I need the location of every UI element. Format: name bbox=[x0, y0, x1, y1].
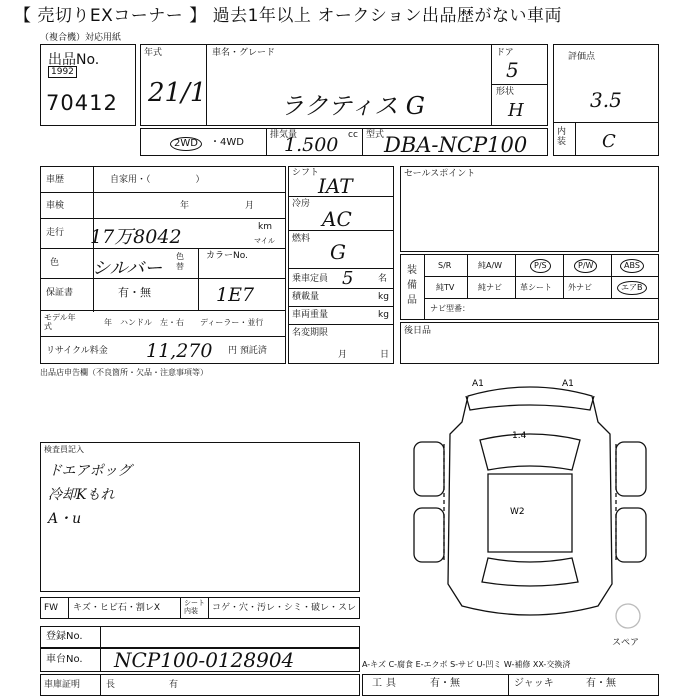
year-value: 21/1 bbox=[148, 78, 207, 108]
jack-value: 有・無 bbox=[586, 678, 616, 689]
capacity-value: 5 bbox=[342, 268, 354, 289]
inspector-line: ドエアポッグ bbox=[48, 463, 132, 479]
seat-items: コゲ・穴・汚レ・シミ・破レ・スレ bbox=[212, 603, 357, 613]
seat-label: シート内装 bbox=[184, 599, 205, 615]
inspector-line: 冷却Kもれ bbox=[48, 487, 115, 503]
divider bbox=[40, 192, 286, 193]
door-value: 5 bbox=[506, 58, 519, 82]
load-unit: kg bbox=[378, 292, 389, 302]
equip-extnavi: 外ナビ bbox=[568, 283, 592, 292]
colorno-label: カラーNo. bbox=[206, 251, 248, 261]
divider bbox=[40, 278, 286, 279]
divider bbox=[424, 276, 659, 277]
inspection-label: 車検 bbox=[46, 201, 65, 211]
name-value: ラクティス G bbox=[280, 92, 425, 120]
divider bbox=[288, 288, 394, 289]
mileage-value: 17万8042 bbox=[90, 226, 182, 248]
shape-label: 形状 bbox=[496, 87, 515, 97]
dealer-box bbox=[400, 322, 659, 364]
divider bbox=[100, 674, 101, 696]
car-body-outline bbox=[448, 387, 612, 615]
equip-leather: 革シート bbox=[520, 283, 552, 292]
divider bbox=[362, 128, 363, 156]
warranty-label: 保証書 bbox=[46, 288, 74, 298]
drive-2wd: 2WD bbox=[170, 137, 202, 151]
colorno-value: 1E7 bbox=[216, 284, 255, 306]
divider bbox=[266, 128, 267, 156]
front-bumper bbox=[466, 396, 594, 410]
divider bbox=[563, 254, 564, 298]
divider bbox=[40, 336, 286, 337]
disp-label: 排気量 bbox=[270, 130, 298, 140]
damage-legend: A-キズ C-腐食 E-エクボ S-サビ U-凹ミ W-補修 XX-交換済 bbox=[362, 660, 571, 669]
inspection-month: 月 bbox=[245, 201, 255, 211]
divider bbox=[100, 648, 101, 672]
color-change: 色替 bbox=[176, 252, 184, 271]
divider bbox=[515, 254, 516, 298]
mark-roof: W2 bbox=[510, 507, 525, 517]
equip-navi: 純ナビ bbox=[478, 283, 502, 292]
car-diagram bbox=[400, 374, 660, 634]
fw-label: FW bbox=[44, 603, 59, 613]
reg-row bbox=[40, 626, 360, 648]
model-year-label: モデル年式 bbox=[44, 313, 76, 331]
fw-items: キズ・ヒビ石・割レX bbox=[73, 603, 160, 613]
shift-value: IAT bbox=[318, 174, 353, 198]
lot-label: 出品No. bbox=[48, 52, 100, 68]
divider bbox=[198, 248, 199, 310]
rear-window bbox=[482, 558, 578, 586]
left-door-front bbox=[414, 442, 444, 496]
capacity-unit: 名 bbox=[378, 274, 388, 284]
divider bbox=[611, 254, 612, 298]
name-label: 車名・グレード bbox=[212, 48, 276, 58]
reg-label: 名変期限 bbox=[292, 328, 329, 338]
inspector-label: 検査員記入 bbox=[44, 445, 84, 454]
color-label: 色 bbox=[50, 258, 60, 268]
capacity-label: 乗車定員 bbox=[292, 274, 329, 284]
color-value: シルバー bbox=[92, 258, 163, 279]
dealer-label: 後日品 bbox=[404, 326, 432, 336]
model-label: 型式 bbox=[366, 130, 385, 140]
divider bbox=[68, 597, 69, 619]
lot-number: 70412 bbox=[46, 91, 118, 115]
equip-tv: 純TV bbox=[436, 283, 455, 292]
spare-label: スペア bbox=[612, 638, 640, 648]
history-label: 車歴 bbox=[46, 175, 65, 185]
weight-unit: kg bbox=[378, 310, 389, 320]
equip-ps: P/S bbox=[530, 259, 551, 273]
fuel-value: G bbox=[330, 240, 346, 264]
cert-label: 車庫証明 bbox=[44, 680, 81, 690]
divider bbox=[40, 310, 286, 311]
lot-sub: 1992 bbox=[48, 66, 77, 78]
divider bbox=[553, 122, 659, 123]
ac-value: AC bbox=[322, 207, 352, 231]
spare-tire bbox=[616, 604, 640, 628]
recycle-unit: 円 預託済 bbox=[228, 346, 267, 356]
divider bbox=[575, 122, 576, 156]
divider bbox=[40, 218, 286, 219]
equip-aw: 純A/W bbox=[478, 261, 503, 270]
divider bbox=[491, 84, 548, 85]
load-label: 積載量 bbox=[292, 292, 320, 302]
roof-outline bbox=[488, 474, 572, 552]
equip-abs: ABS bbox=[620, 259, 644, 273]
left-door-rear bbox=[414, 508, 444, 562]
reg-no-label: 登録No. bbox=[46, 631, 83, 642]
warranty-value: 有・無 bbox=[118, 286, 151, 299]
disp-value: 1.500 bbox=[284, 134, 339, 156]
shape-value: H bbox=[508, 100, 524, 121]
mark-windshield: 1.4 bbox=[512, 431, 527, 441]
divider bbox=[424, 254, 425, 320]
disp-unit: cc bbox=[348, 130, 358, 140]
shift-label: シフト bbox=[292, 168, 320, 178]
right-door-rear bbox=[616, 508, 646, 562]
recycle-label: リサイクル料金 bbox=[46, 346, 108, 356]
banner: 【 売切りEXコーナー 】 過去1年以上 オークション出品歴がない車両 bbox=[14, 6, 562, 26]
divider bbox=[100, 626, 101, 648]
weight-label: 車両重量 bbox=[292, 310, 329, 320]
recycle-value: 11,270 bbox=[146, 340, 213, 362]
inspector-line: A・u bbox=[48, 511, 82, 527]
notes-label: 出品店申告欄（不良箇所・欠品・注意事項等） bbox=[40, 368, 208, 377]
divider bbox=[288, 268, 394, 269]
sales-label: セールスポイント bbox=[404, 169, 476, 179]
equip-sr: S/R bbox=[438, 261, 452, 270]
inspection-year: 年 bbox=[180, 201, 190, 211]
drive-4wd: ・4WD bbox=[210, 137, 244, 148]
history-value: 自家用・（ ） bbox=[110, 175, 205, 185]
divider bbox=[288, 306, 394, 307]
cert-row bbox=[40, 674, 360, 696]
equip-label: 装備品 bbox=[407, 265, 417, 306]
left-box bbox=[40, 166, 286, 364]
jack-label: ジャッキ bbox=[514, 678, 554, 689]
tools-value: 有・無 bbox=[430, 678, 460, 689]
reg-day: 日 bbox=[380, 350, 390, 360]
reg-month: 月 bbox=[338, 350, 348, 360]
tools-label: 工具 bbox=[372, 678, 400, 689]
ac-label: 冷房 bbox=[292, 199, 311, 209]
windshield bbox=[480, 434, 580, 470]
score-value: 3.5 bbox=[590, 88, 622, 112]
equip-airbag: エアB bbox=[617, 281, 647, 295]
model-year-row: 年 ハンドル 左・右 ディーラー・並行 bbox=[104, 318, 264, 327]
fuel-label: 燃料 bbox=[292, 234, 311, 244]
mark-a1-left: A1 bbox=[472, 379, 484, 389]
divider bbox=[424, 298, 659, 299]
divider bbox=[467, 254, 468, 298]
mark-a1-right: A1 bbox=[562, 379, 574, 389]
navi-label: ナビ型番： bbox=[430, 304, 470, 313]
divider bbox=[288, 324, 394, 325]
mileage-label: 走行 bbox=[46, 228, 65, 238]
chassis-value: NCP100-0128904 bbox=[114, 648, 295, 672]
door-label: ドア bbox=[496, 48, 514, 58]
divider bbox=[491, 44, 492, 126]
top-note: （複合機）対応用紙 bbox=[40, 33, 122, 43]
equip-pw: P/W bbox=[574, 259, 597, 273]
cert-items: 長 有 bbox=[106, 680, 179, 690]
mileage-km: km bbox=[258, 222, 272, 232]
divider bbox=[180, 597, 181, 619]
model-value: DBA-NCP100 bbox=[384, 133, 528, 157]
right-door-front bbox=[616, 442, 646, 496]
year-label: 年式 bbox=[144, 48, 163, 58]
interior-value: C bbox=[602, 131, 616, 152]
divider bbox=[508, 674, 509, 696]
divider bbox=[208, 597, 209, 619]
chassis-label: 車台No. bbox=[46, 654, 83, 665]
interior-label: 内装 bbox=[557, 127, 567, 147]
mileage-mile: マイル bbox=[254, 237, 275, 245]
score-label: 評価点 bbox=[568, 52, 596, 62]
